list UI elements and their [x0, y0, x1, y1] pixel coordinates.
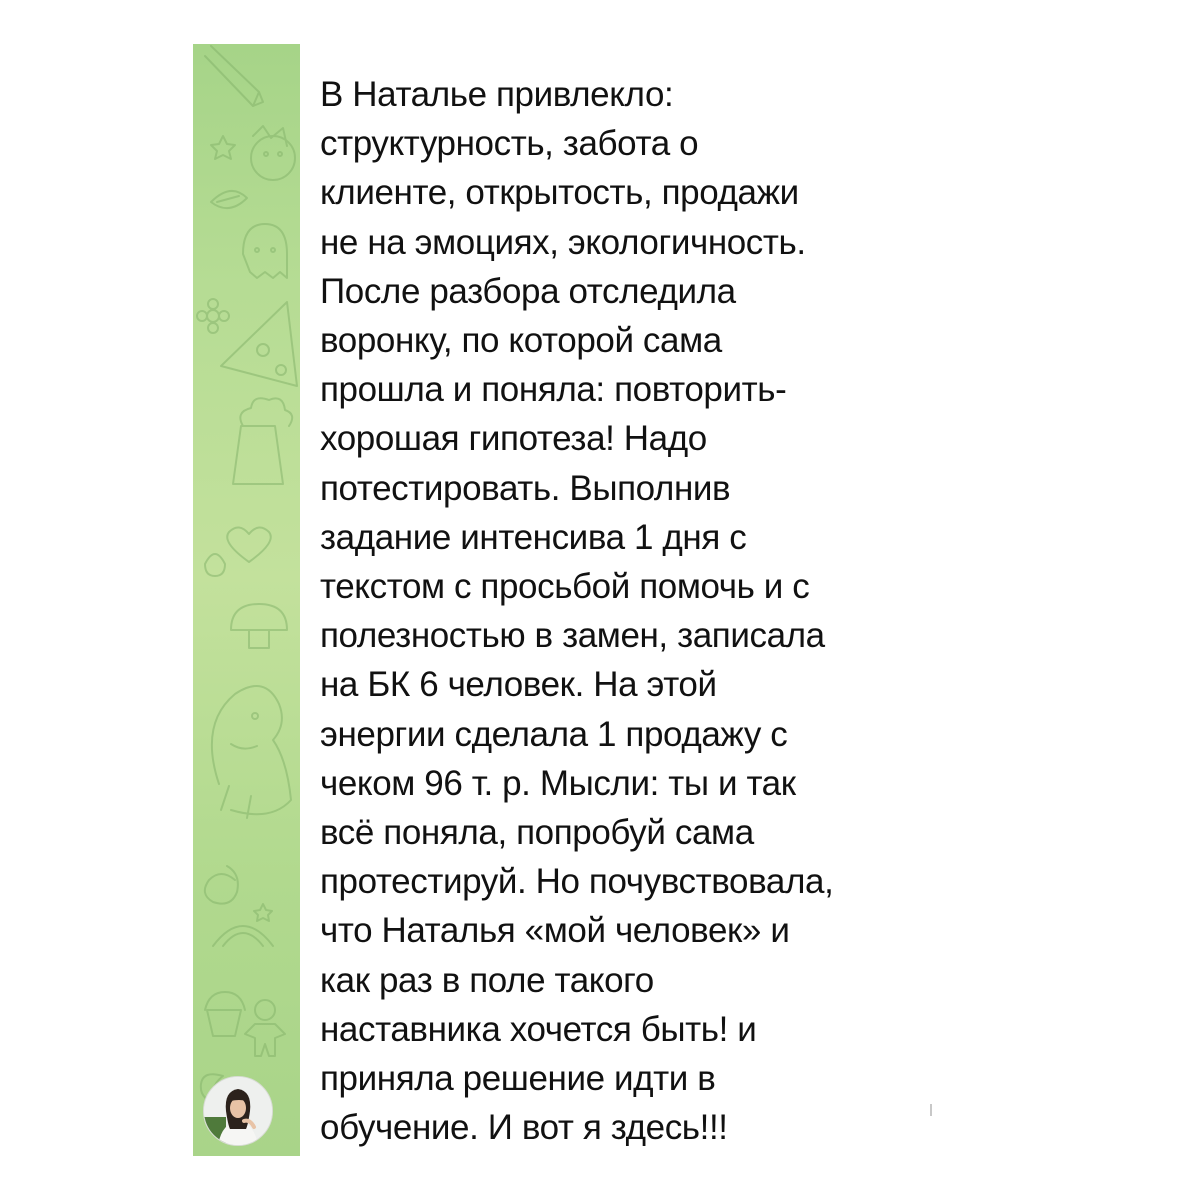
- message-line: прошла и поняла: повторить-: [320, 370, 787, 410]
- message-line: текстом с просьбой помочь и с: [320, 567, 810, 607]
- heart-doodle-icon: [227, 527, 271, 562]
- mushroom-doodle-icon: [231, 604, 287, 648]
- woman-portrait-avatar-icon: [204, 1077, 272, 1145]
- popcorn-doodle-icon: [233, 398, 292, 484]
- pencil-doodle-icon: [205, 46, 263, 106]
- gingerbread-doodle-icon: [245, 1000, 285, 1056]
- message-line: обучение. И вот я здесь!!!: [320, 1108, 728, 1148]
- message-line: В Наталье привлекло:: [320, 75, 674, 114]
- cat-doodle-icon: [251, 126, 295, 180]
- star-doodle-icon: [211, 136, 235, 159]
- message-line: приняла решение идти в: [320, 1059, 716, 1099]
- flower-doodle-icon: [197, 299, 229, 333]
- message-line: потестировать. Выполнив: [320, 468, 731, 508]
- small-star-doodle-icon: [254, 904, 272, 921]
- message-line: как раз в поле такого: [320, 960, 654, 1000]
- dinosaur-doodle-icon: [212, 686, 291, 818]
- message-line: что Наталья «мой человек» и: [320, 911, 790, 951]
- message-line: воронку, по которой сама: [320, 321, 722, 361]
- message-line: хорошая гипотеза! Надо: [320, 419, 707, 459]
- message-line: После разбора отследила: [320, 271, 736, 311]
- sender-avatar[interactable]: [203, 1076, 273, 1146]
- message-line: задание интенсива 1 дня с: [320, 517, 747, 557]
- message-line: клиенте, открытость, продажи: [320, 173, 799, 213]
- scroll-indicator: [930, 1104, 932, 1116]
- message-line: структурность, забота о: [320, 124, 699, 164]
- leaf-doodle-icon: [211, 191, 247, 208]
- message-line: не на эмоциях, экологичность.: [320, 222, 806, 262]
- message-line: протестируй. Но почувствовала,: [320, 862, 834, 902]
- message-line: на БК 6 человек. На этой: [320, 665, 717, 705]
- message-text: [320, 70, 960, 1152]
- message-line: чеком 96 т. р. Мысли: ты и так: [320, 763, 796, 803]
- rainbow-doodle-icon: [213, 926, 273, 946]
- message-line: энергии сделала 1 продажу с: [320, 714, 788, 754]
- ghost-doodle-icon: [243, 224, 287, 278]
- spiral-doodle-icon: [205, 866, 238, 904]
- message-line: наставника хочется быть! и: [320, 1009, 757, 1049]
- chat-background-pattern: [193, 44, 300, 1156]
- cupcake-doodle-icon: [205, 992, 245, 1036]
- drop-doodle-icon: [205, 554, 225, 576]
- message-line: полезностью в замен, записала: [320, 616, 825, 656]
- message-line: всё поняла, попробуй сама: [320, 813, 754, 853]
- pizza-slice-doodle-icon: [221, 302, 297, 386]
